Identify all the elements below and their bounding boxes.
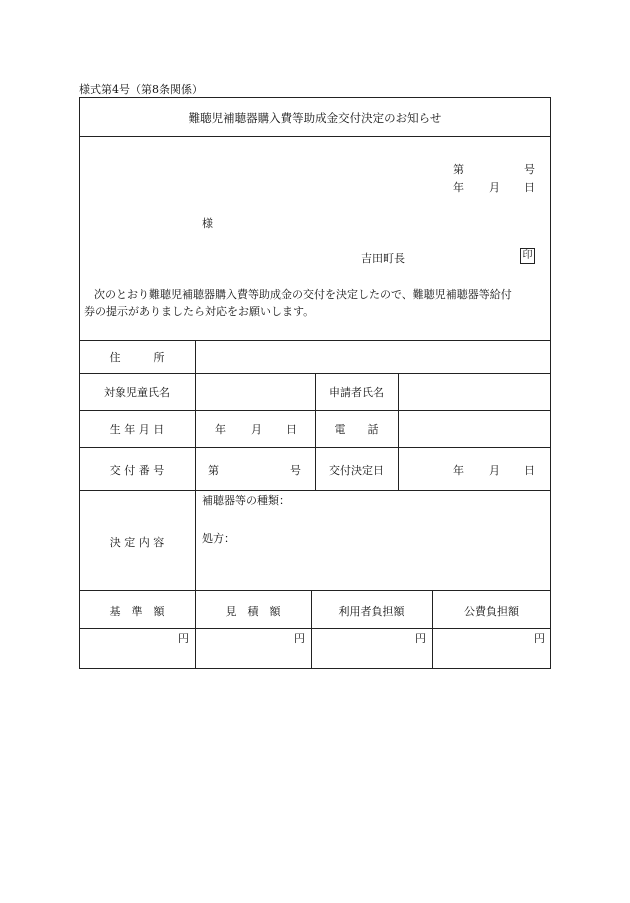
prescription-label: 処方： [202,532,235,545]
date-month-label: 月 [489,181,500,194]
address-label: 住 所 [109,351,165,364]
title-divider [79,136,551,137]
form-number-label: 様式第4号（第8条関係） [79,83,203,96]
addressee-honorific: 様 [202,217,213,230]
yen-unit-estimated: 円 [294,632,305,645]
birth-year-label: 年 [215,423,226,436]
yen-unit-standard: 円 [178,632,189,645]
row-divider-4 [79,490,551,491]
row-divider-6 [79,628,551,629]
birth-month-label: 月 [251,423,262,436]
birthdate-label: 生 年 月 日 [109,423,165,436]
seal-mark: 印 [520,248,535,264]
yen-unit-public: 円 [534,632,545,645]
body-text-line-1: 次のとおり難聴児補聴器購入費等助成金の交付を決定したので、難聴児補聴器等給付 [94,288,512,301]
estimated-amount-header: 見 積 額 [225,605,281,618]
col-divider-amount-3 [432,590,433,669]
body-text-line-2: 券の提示がありましたら対応をお願いします。 [84,305,315,318]
decision-month-label: 月 [489,464,500,477]
col-divider-label [195,340,196,669]
table-top-line [79,340,551,341]
document-title: 難聴児補聴器購入費等助成金交付決定のお知らせ [188,111,442,125]
number-suffix: 号 [524,163,535,176]
applicant-name-label: 申請者氏名 [329,386,384,399]
date-year-label: 年 [453,181,464,194]
device-type-label: 補聴器等の種類： [202,494,290,507]
birth-day-label: 日 [286,423,297,436]
col-divider-right [398,373,399,490]
phone-label: 電 話 [334,423,379,436]
issue-number-suffix: 号 [290,464,301,477]
user-burden-header: 利用者負担額 [338,605,405,618]
col-divider-amount-2 [311,590,312,669]
public-burden-header: 公費負担額 [464,605,519,618]
yen-unit-user: 円 [415,632,426,645]
number-prefix: 第 [453,163,464,176]
decision-year-label: 年 [453,464,464,477]
decision-content-label: 決 定 内 容 [109,536,165,549]
issuer-name: 吉田町長 [361,252,405,265]
issue-number-label: 交 付 番 号 [109,464,165,477]
decision-day-label: 日 [524,464,535,477]
standard-amount-header: 基 準 額 [109,605,165,618]
child-name-label: 対象児童氏名 [104,386,170,399]
row-divider-5 [79,590,551,591]
issue-number-prefix: 第 [208,464,219,477]
date-day-label: 日 [524,181,535,194]
decision-date-label: 交付決定日 [329,464,384,477]
